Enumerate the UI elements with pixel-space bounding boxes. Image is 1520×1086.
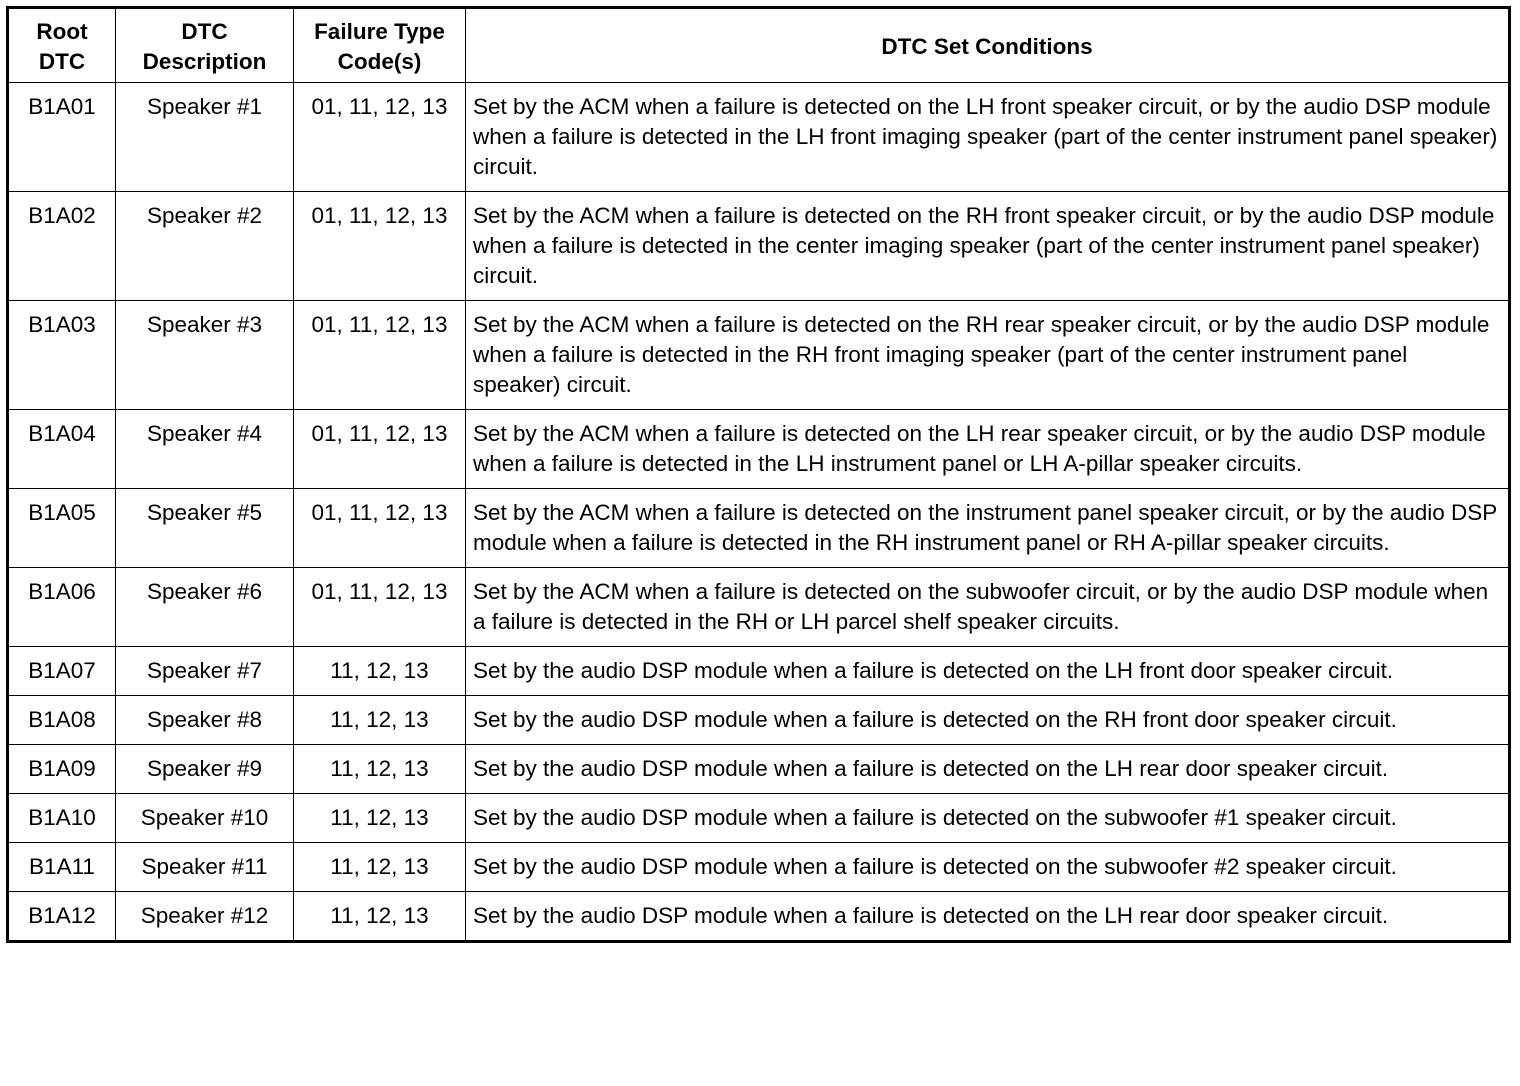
cell-failure-codes: 01, 11, 12, 13 [294,568,466,647]
cell-root-dtc: B1A11 [8,843,116,892]
cell-description: Speaker #7 [116,647,294,696]
cell-set-conditions: Set by the ACM when a failure is detected on the RH front speaker circuit, or by the audio DSP module when a failure is detected in the center imaging speaker (part of the center instrument panel speaker) circuit. [466,192,1510,301]
cell-root-dtc: B1A08 [8,696,116,745]
cell-description: Speaker #2 [116,192,294,301]
cell-root-dtc: B1A01 [8,83,116,192]
cell-failure-codes: 11, 12, 13 [294,892,466,942]
cell-set-conditions: Set by the audio DSP module when a failure is detected on the LH rear door speaker circuit. [466,892,1510,942]
cell-root-dtc: B1A07 [8,647,116,696]
table-row [8,843,1510,892]
cell-failure-codes: 11, 12, 13 [294,843,466,892]
cell-set-conditions: Set by the audio DSP module when a failure is detected on the LH rear door speaker circuit. [466,745,1510,794]
table-row [8,745,1510,794]
cell-failure-codes: 01, 11, 12, 13 [294,489,466,568]
cell-description: Speaker #10 [116,794,294,843]
cell-set-conditions: Set by the audio DSP module when a failure is detected on the RH front door speaker circuit. [466,696,1510,745]
cell-description: Speaker #5 [116,489,294,568]
cell-failure-codes: 01, 11, 12, 13 [294,83,466,192]
cell-description: Speaker #9 [116,745,294,794]
table-row [8,83,1510,192]
cell-root-dtc: B1A06 [8,568,116,647]
cell-set-conditions: Set by the ACM when a failure is detected on the RH rear speaker circuit, or by the audio DSP module when a failure is detected in the RH front imaging speaker (part of the center instrument panel speaker) circuit. [466,301,1510,410]
cell-set-conditions: Set by the ACM when a failure is detected on the instrument panel speaker circuit, or by the audio DSP module when a failure is detected in the RH instrument panel or RH A-pillar speaker circuits. [466,489,1510,568]
table-row [8,794,1510,843]
header-dtc-description: DTC Description [116,8,294,83]
table-header [8,8,1510,83]
table-row [8,892,1510,942]
cell-root-dtc: B1A03 [8,301,116,410]
table-row [8,568,1510,647]
table-body [8,83,1510,942]
table-row [8,489,1510,568]
cell-failure-codes: 11, 12, 13 [294,794,466,843]
cell-description: Speaker #8 [116,696,294,745]
cell-set-conditions: Set by the audio DSP module when a failure is detected on the subwoofer #2 speaker circuit. [466,843,1510,892]
cell-description: Speaker #11 [116,843,294,892]
table-row [8,192,1510,301]
cell-description: Speaker #3 [116,301,294,410]
cell-set-conditions: Set by the audio DSP module when a failure is detected on the subwoofer #1 speaker circuit. [466,794,1510,843]
cell-failure-codes: 01, 11, 12, 13 [294,301,466,410]
header-row [8,8,1510,83]
cell-root-dtc: B1A09 [8,745,116,794]
cell-set-conditions: Set by the ACM when a failure is detected on the LH front speaker circuit, or by the audio DSP module when a failure is detected in the LH front imaging speaker (part of the center instrument panel speaker) circuit. [466,83,1510,192]
cell-root-dtc: B1A05 [8,489,116,568]
cell-description: Speaker #4 [116,410,294,489]
header-failure-type: Failure Type Code(s) [294,8,466,83]
cell-failure-codes: 01, 11, 12, 13 [294,410,466,489]
header-root-dtc: Root DTC [8,8,116,83]
cell-set-conditions: Set by the audio DSP module when a failure is detected on the LH front door speaker circuit. [466,647,1510,696]
cell-failure-codes: 11, 12, 13 [294,696,466,745]
cell-description: Speaker #12 [116,892,294,942]
dtc-table [6,6,1511,943]
cell-root-dtc: B1A02 [8,192,116,301]
cell-root-dtc: B1A12 [8,892,116,942]
cell-description: Speaker #6 [116,568,294,647]
header-set-conditions: DTC Set Conditions [466,8,1510,83]
cell-set-conditions: Set by the ACM when a failure is detected on the LH rear speaker circuit, or by the audio DSP module when a failure is detected in the LH instrument panel or LH A-pillar speaker circuits. [466,410,1510,489]
table-row [8,696,1510,745]
table-row [8,647,1510,696]
cell-failure-codes: 11, 12, 13 [294,745,466,794]
table-row [8,410,1510,489]
cell-failure-codes: 01, 11, 12, 13 [294,192,466,301]
table-row [8,301,1510,410]
cell-root-dtc: B1A10 [8,794,116,843]
cell-failure-codes: 11, 12, 13 [294,647,466,696]
cell-description: Speaker #1 [116,83,294,192]
cell-set-conditions: Set by the ACM when a failure is detected on the subwoofer circuit, or by the audio DSP module when a failure is detected in the RH or LH parcel shelf speaker circuits. [466,568,1510,647]
cell-root-dtc: B1A04 [8,410,116,489]
